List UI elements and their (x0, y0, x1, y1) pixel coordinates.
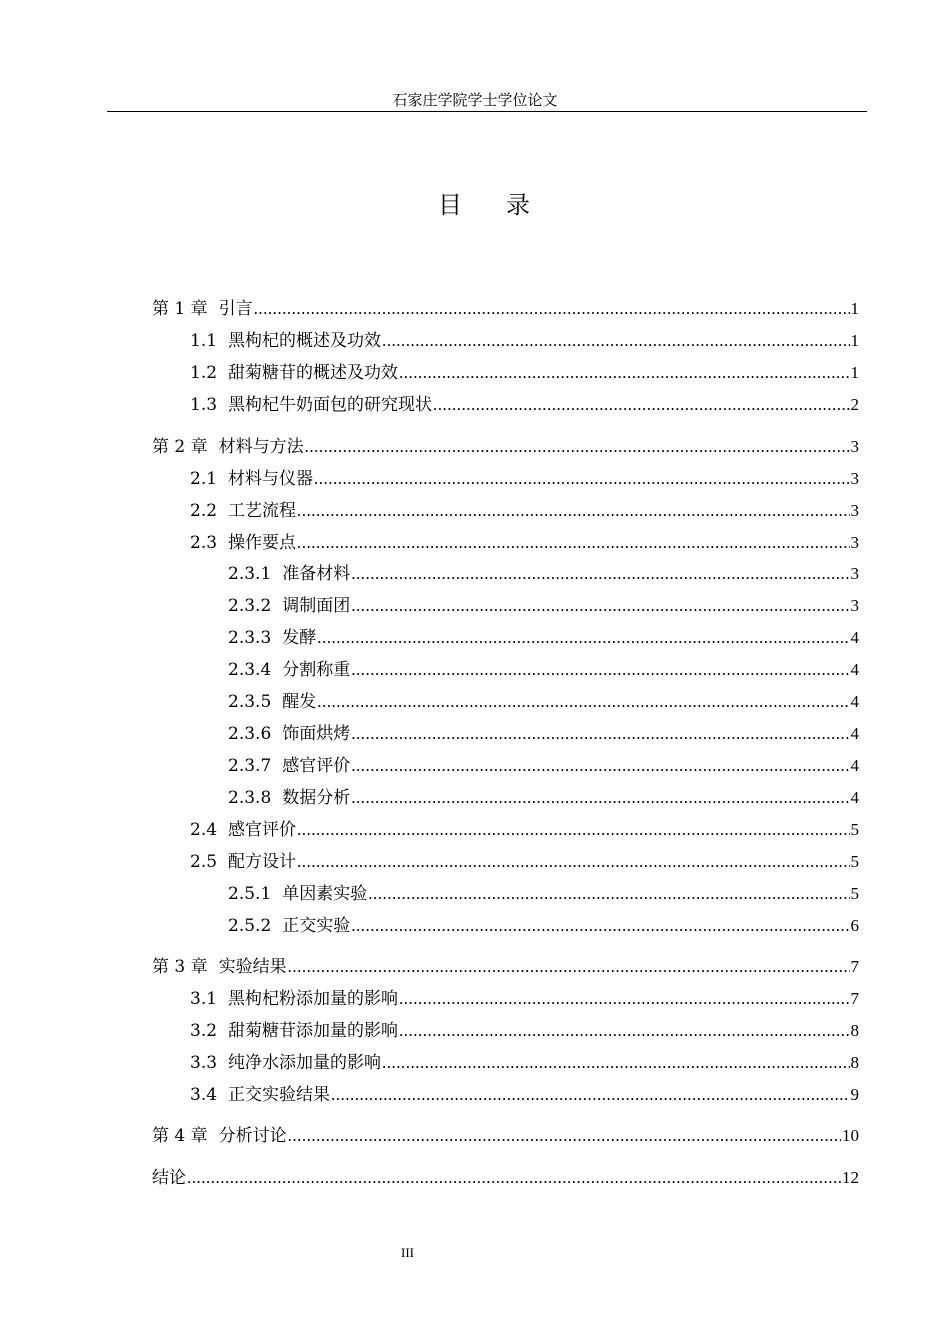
toc-entry-2-5-1[interactable] (0, 883, 859, 905)
dot-leader (351, 659, 849, 681)
toc-entry-page: 7 (850, 989, 859, 1008)
dot-leader (254, 298, 850, 320)
toc-entry-page: 4 (850, 724, 859, 743)
toc-entry-page: 3 (850, 596, 859, 615)
toc-entry-page: 4 (850, 660, 859, 679)
toc-entry-number: 第 3 章 (152, 957, 208, 977)
toc-entry-3-3[interactable] (0, 1052, 859, 1074)
toc-entry-3-4[interactable] (0, 1084, 859, 1106)
dot-leader (399, 988, 849, 1010)
toc-entry-2-3-2[interactable] (0, 595, 859, 617)
running-header: 石家庄学院学士学位论文 (392, 91, 558, 109)
toc-entry-title: 甜菊糖苷添加量的影响 (228, 1021, 399, 1041)
dot-leader (317, 691, 849, 713)
dot-leader (368, 883, 849, 905)
toc-entry-title: 工艺流程 (228, 501, 297, 521)
dot-leader (314, 468, 849, 490)
toc-entry-page: 3 (850, 469, 859, 488)
toc-entry-number: 2.3.6 (228, 724, 272, 744)
toc-entry-title: 饰面烘烤 (282, 724, 351, 744)
page-number: III (401, 1245, 414, 1260)
dot-leader (351, 595, 849, 617)
toc-entry-number: 第 1 章 (152, 299, 208, 319)
toc-entry-title: 分析讨论 (218, 1126, 287, 1146)
toc-entry-chapter-2[interactable] (0, 436, 859, 458)
dot-leader (351, 787, 849, 809)
toc-entry-number: 3.2 (190, 1021, 218, 1041)
toc-entry-2-3-4[interactable] (0, 659, 859, 681)
toc-entry-number: 2.3.8 (228, 788, 272, 808)
toc-entry-2-2[interactable] (0, 500, 859, 522)
dot-leader (187, 1167, 841, 1189)
toc-entry-title: 实验结果 (218, 957, 287, 977)
toc-entry-2-4[interactable] (0, 819, 859, 841)
toc-entry-page: 1 (850, 363, 859, 382)
toc-entry-title: 调制面团 (282, 596, 351, 616)
toc-entry-title: 黑枸杞牛奶面包的研究现状 (228, 395, 433, 415)
toc-entry-number: 2.3.5 (228, 692, 272, 712)
dot-leader (317, 627, 849, 649)
toc-entry-page: 4 (850, 788, 859, 807)
toc-entry-2-3-5[interactable] (0, 691, 859, 713)
toc-entry-2-5[interactable] (0, 851, 859, 873)
toc-entry-number: 2.5.2 (228, 916, 272, 936)
dot-leader (399, 362, 849, 384)
toc-entry-number: 2.3.1 (228, 564, 272, 584)
toc-entry-page: 3 (850, 533, 859, 552)
toc-entry-title: 纯净水添加量的影响 (228, 1053, 382, 1073)
toc-entry-number: 3.1 (190, 989, 218, 1009)
toc-entry-number: 2.3.4 (228, 660, 272, 680)
toc-entry-title: 发酵 (282, 628, 317, 648)
toc-entry-page: 12 (842, 1168, 859, 1187)
toc-entry-number: 1.2 (190, 363, 218, 383)
toc-entry-page: 5 (850, 820, 859, 839)
toc-entry-page: 3 (850, 437, 859, 456)
toc-entry-title: 引言 (218, 299, 253, 319)
toc-entry-number: 1.3 (190, 395, 218, 415)
toc-entry-page: 1 (850, 299, 859, 318)
toc-entry-page: 5 (850, 852, 859, 871)
dot-leader (297, 851, 849, 873)
toc-entry-title: 正交实验 (282, 916, 351, 936)
toc-entry-number: 3.3 (190, 1053, 218, 1073)
toc-entry-title: 材料与方法 (218, 437, 304, 457)
dot-leader (351, 563, 849, 585)
toc-entry-number: 2.3.7 (228, 756, 272, 776)
toc-entry-title: 配方设计 (228, 852, 297, 872)
dot-leader (382, 330, 849, 352)
toc-entry-number: 第 4 章 (152, 1126, 208, 1146)
toc-entry-page: 4 (850, 692, 859, 711)
toc-entry-title: 正交实验结果 (228, 1085, 331, 1105)
toc-entry-page: 1 (850, 331, 859, 350)
toc-entry-chapter-1[interactable] (0, 298, 859, 320)
dot-leader (382, 1052, 849, 1074)
toc-entry-2-1[interactable] (0, 468, 859, 490)
dot-leader (297, 500, 849, 522)
toc-entry-2-3-7[interactable] (0, 755, 859, 777)
toc-entry-title: 甜菊糖苷的概述及功效 (228, 363, 399, 383)
toc-entry-number: 第 2 章 (152, 437, 208, 457)
toc-entry-number: 2.3.3 (228, 628, 272, 648)
dot-leader (305, 436, 850, 458)
dot-leader (297, 819, 849, 841)
toc-entry-page: 2 (850, 395, 859, 414)
toc-entry-page: 4 (850, 756, 859, 775)
toc-entry-2-3[interactable] (0, 532, 859, 554)
toc-entry-number: 2.1 (190, 469, 218, 489)
toc-entry-1-1[interactable] (0, 330, 859, 352)
toc-entry-1-2[interactable] (0, 362, 859, 384)
toc-entry-title: 感官评价 (228, 820, 297, 840)
toc-entry-2-3-6[interactable] (0, 723, 859, 745)
toc-entry-2-3-1[interactable] (0, 563, 859, 585)
toc-entry-3-2[interactable] (0, 1020, 859, 1042)
toc-entry-number: 2.5 (190, 852, 218, 872)
toc-entry-title: 结论 (152, 1168, 186, 1188)
toc-entry-number: 2.2 (190, 501, 218, 521)
toc-entry-2-3-3[interactable] (0, 627, 859, 649)
dot-leader (288, 956, 850, 978)
toc-entry-title: 感官评价 (282, 756, 351, 776)
toc-entry-number: 2.4 (190, 820, 218, 840)
toc-entry-title: 醒发 (282, 692, 317, 712)
toc-entry-number: 1.1 (190, 331, 218, 351)
toc-entry-title: 数据分析 (282, 788, 351, 808)
toc-entry-number: 3.4 (190, 1085, 218, 1105)
toc-entry-page: 10 (842, 1126, 859, 1145)
toc-entry-number: 2.3 (190, 533, 218, 553)
toc-entry-chapter-4[interactable] (0, 1125, 859, 1147)
dot-leader (399, 1020, 849, 1042)
toc-entry-page: 3 (850, 564, 859, 583)
toc-entry-page: 3 (850, 501, 859, 520)
toc-entry-page: 6 (850, 916, 859, 935)
dot-leader (351, 755, 849, 777)
toc-entry-page: 8 (850, 1053, 859, 1072)
toc-entry-2-5-2[interactable] (0, 915, 859, 937)
toc-entry-conclusion[interactable] (0, 1167, 859, 1189)
toc-entry-title: 材料与仪器 (228, 469, 314, 489)
toc-entry-3-1[interactable] (0, 988, 859, 1010)
toc-entry-number: 2.3.2 (228, 596, 272, 616)
toc-entry-title: 准备材料 (282, 564, 351, 584)
dot-leader (351, 915, 849, 937)
toc-entry-1-3[interactable] (0, 394, 859, 416)
toc-entry-title: 分割称重 (282, 660, 351, 680)
toc-entry-page: 5 (850, 884, 859, 903)
toc-entry-title: 操作要点 (228, 533, 297, 553)
dot-leader (288, 1125, 841, 1147)
dot-leader (351, 723, 849, 745)
toc-entry-2-3-8[interactable] (0, 787, 859, 809)
toc-entry-page: 8 (850, 1021, 859, 1040)
dot-leader (433, 394, 849, 416)
dot-leader (297, 532, 849, 554)
toc-entry-title: 单因素实验 (282, 884, 368, 904)
toc-entry-page: 7 (850, 957, 859, 976)
toc-entry-page: 9 (850, 1085, 859, 1104)
toc-entry-title: 黑枸杞的概述及功效 (228, 331, 382, 351)
toc-entry-page: 4 (850, 628, 859, 647)
toc-entry-chapter-3[interactable] (0, 956, 859, 978)
toc-entry-title: 黑枸杞粉添加量的影响 (228, 989, 399, 1009)
dot-leader (331, 1084, 849, 1106)
toc-title: 目录 (438, 191, 574, 219)
toc-entry-number: 2.5.1 (228, 884, 272, 904)
